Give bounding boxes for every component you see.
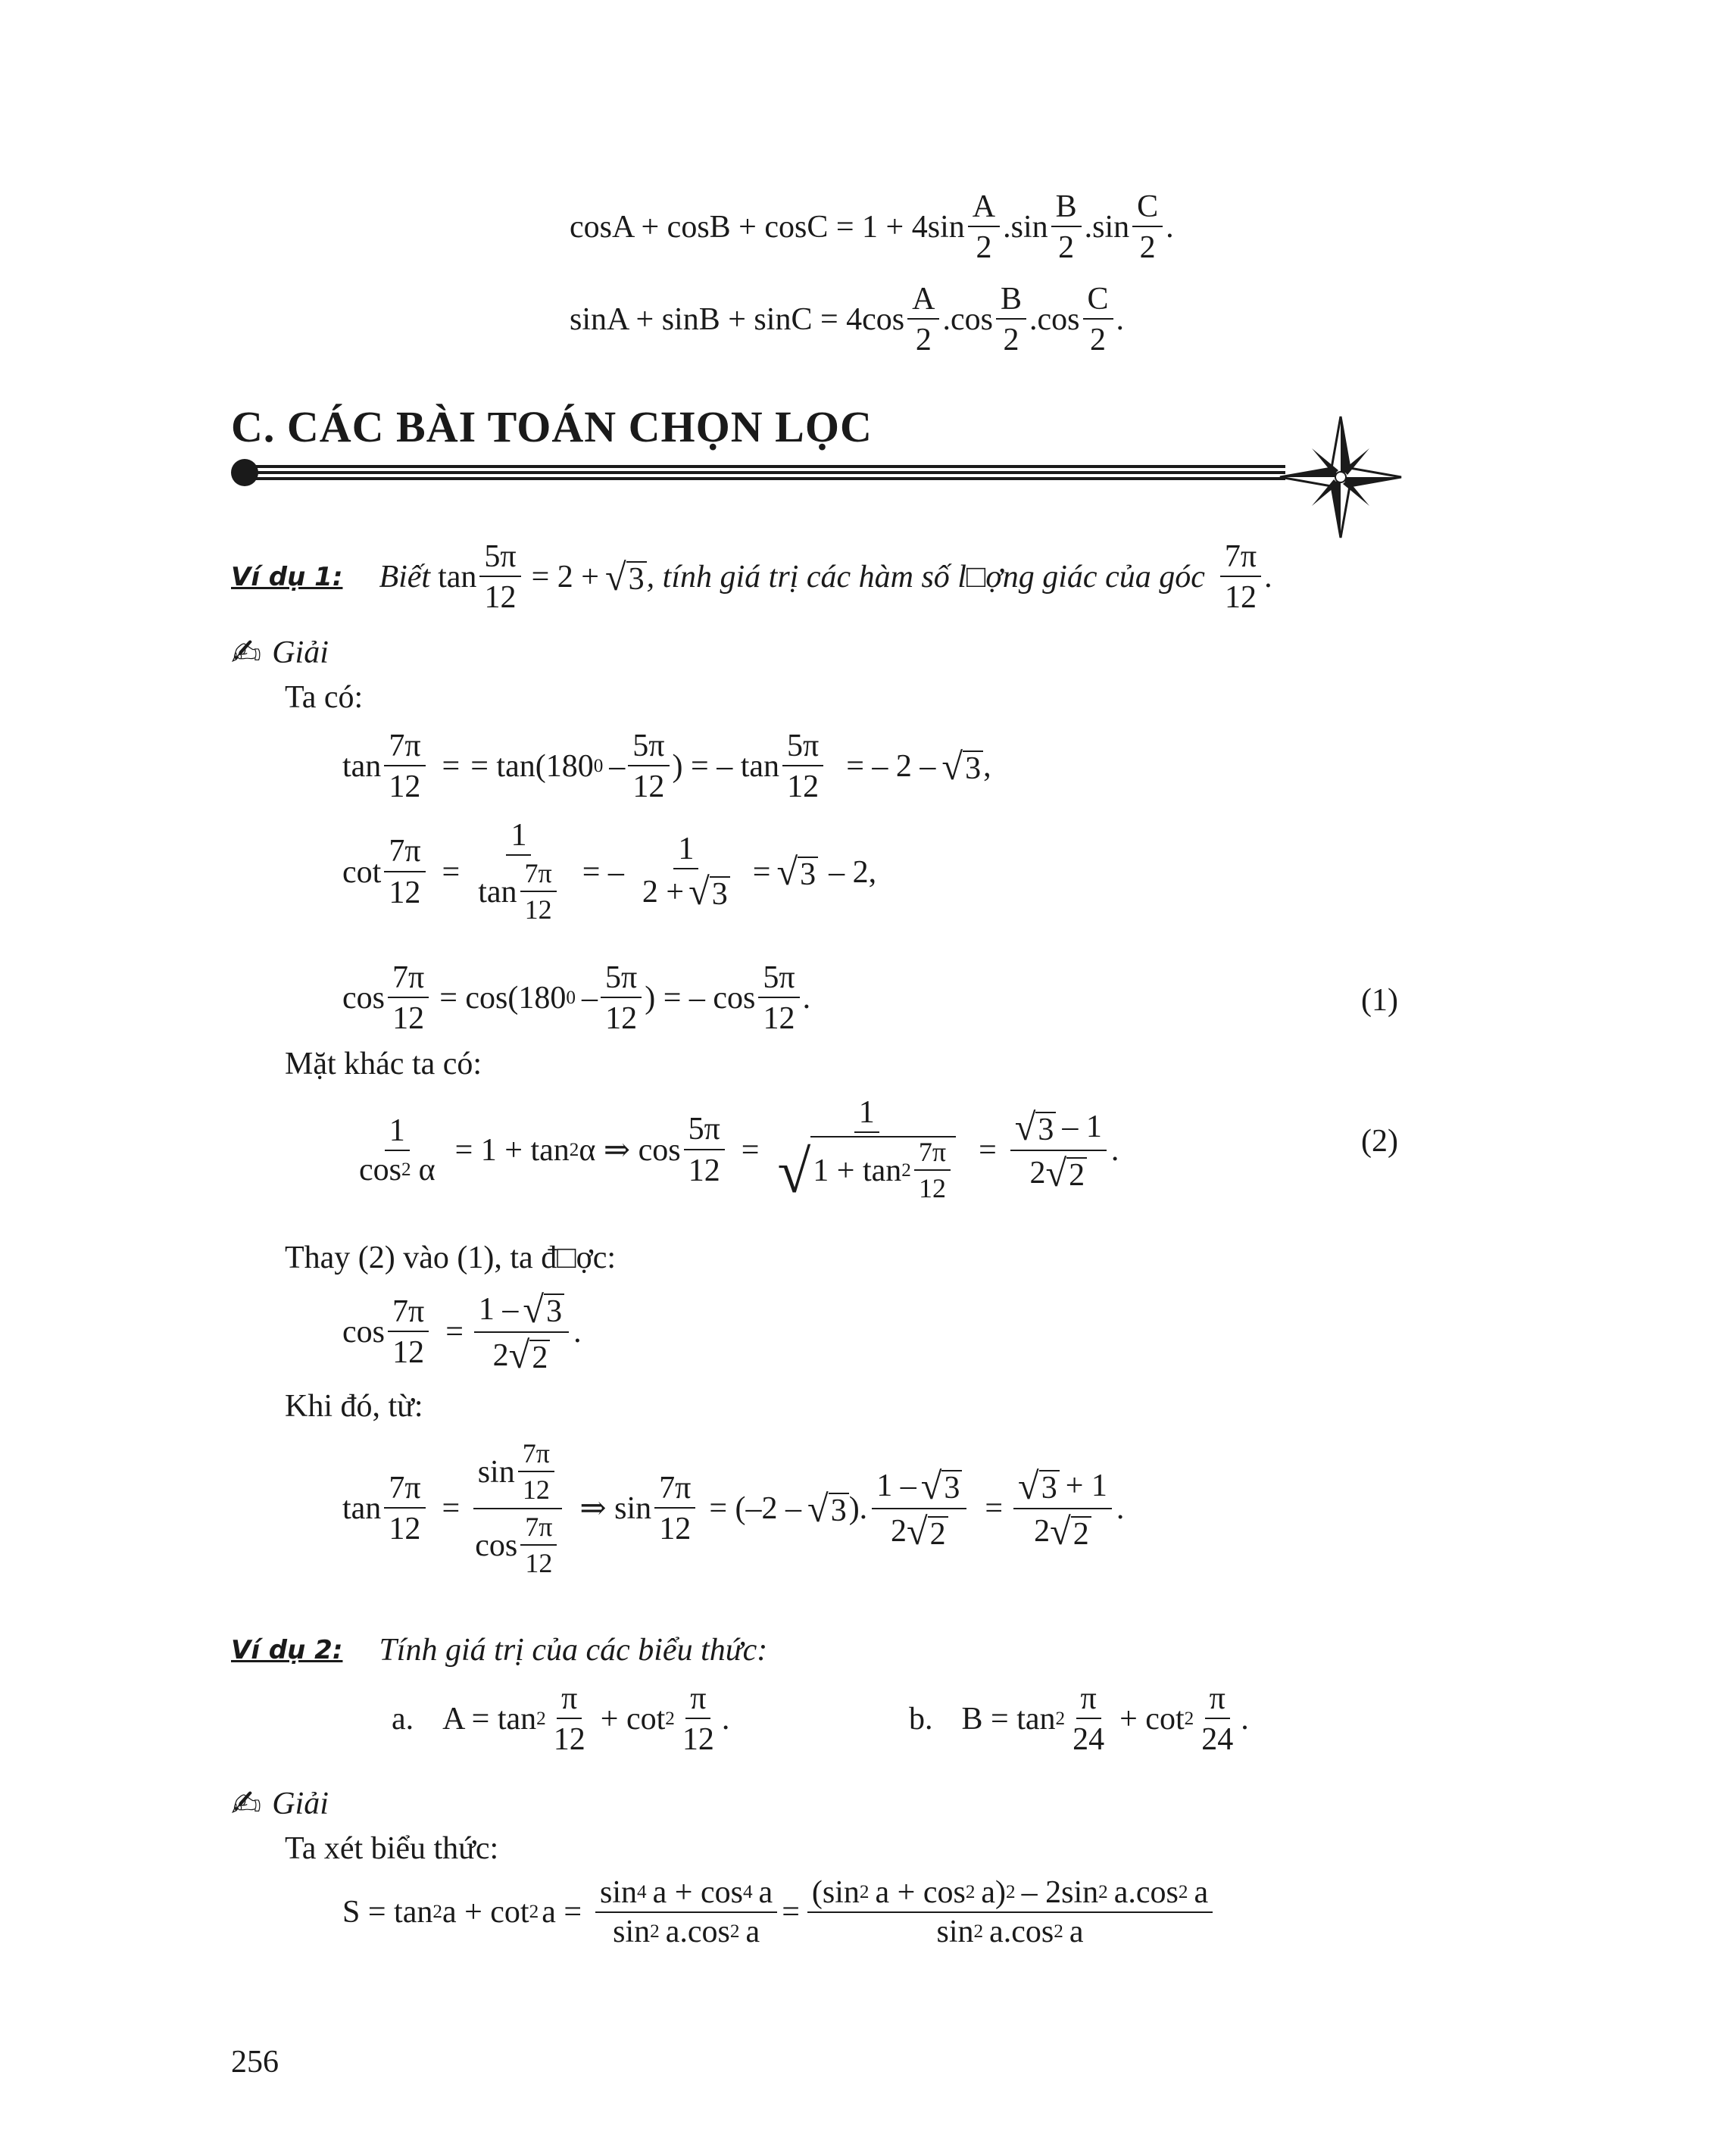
thay: Thay (2) vào (1), ta đ□ợc: (285, 1240, 617, 1275)
square-root: √ 3 (921, 1467, 963, 1505)
example-1: Ví dụ 1: Biết tan $\frac{5\pi}{12}$ = 2 + √ 3 , tính giá trị các hàm số l□ợng giác của góc 7π 12 . (231, 539, 1272, 616)
fraction: C 2 (1132, 189, 1163, 265)
equation-identity: 1 cos 2 α = 1 + tan 2 α ⇒ cos $\frac{5\pi}{12}$ = 1 √ 1 + tan 2 7π 12 = √ 3 – 1 2 √ 2 . (350, 1097, 1119, 1203)
fraction: 7π 12 (520, 859, 557, 925)
compass-star-icon (1276, 413, 1405, 541)
square-root: √ 3 (776, 853, 818, 891)
square-root: √ 3 (605, 558, 647, 596)
fraction: C 2 (1083, 282, 1113, 357)
fraction: B 2 (996, 282, 1026, 357)
equation-ref: (2) (1361, 1124, 1398, 1159)
example-label: Ví dụ 1: (231, 562, 343, 593)
equation-sin-result: tan $\frac{7\pi}{12}$ = sin 7π 12 cos 7π 12 ⇒ sin $\frac{7\pi}{12}$ = (–2 – √ 3 ). 1 – √ 3 2 √ 2 = √ 3 + 1 2 √ 2 . (342, 1438, 1125, 1578)
fraction: 1 cos 2 α (359, 1113, 436, 1187)
fraction: sin 4 a + cos 4 a sin 2 a.cos 2 a (595, 1877, 777, 1948)
fraction: A 2 (968, 189, 1000, 265)
fraction: B 2 (1051, 189, 1082, 265)
fraction: $\frac{7\pi}{12}$ (654, 1471, 695, 1546)
fraction: $\frac{7\pi}{12}$ (384, 1471, 425, 1546)
ta-xet: Ta xét biểu thức: (285, 1831, 499, 1866)
example-2: Ví dụ 2: Tính giá trị của các biểu thức: (231, 1633, 768, 1668)
example-2-part-b: b. B = tan 2 π 24 + cot 2 π 24 . (909, 1681, 1249, 1758)
solution-header: ✍ Giải (231, 632, 329, 674)
identity-cos-sum: cosA + cosB + cosC = 1 + 4sin A 2 .sin B 2 .sin C 2 . (570, 189, 1174, 266)
equation-tan: tan $\frac{7\pi}{12}$ = = tan(180 0 – 5π 12 ) = – tan $\frac{5\pi}{12}$ = – 2 – √ 3 , (342, 729, 991, 805)
fraction: 7π 12 (518, 1439, 554, 1505)
identity-sin-sum: sinA + sinB + sinC = 4cos A 2 .cos B 2 .cos C 2 . (570, 282, 1125, 358)
square-root: √ 2 (1046, 1154, 1088, 1192)
rule-line (248, 477, 1285, 480)
square-root: √ 3 (941, 747, 983, 785)
fraction: 1 √ 1 + tan 2 7π 12 (773, 1097, 960, 1203)
mat-khac: Mặt khác ta có: (285, 1047, 482, 1081)
square-root: √ 1 + tan 2 7π 12 (777, 1136, 956, 1203)
square-root: √ 2 (907, 1512, 948, 1550)
square-root: √ 3 (523, 1290, 564, 1328)
fraction: $\frac{7\pi}{12}$ (384, 729, 425, 804)
fraction: 7π 12 (520, 1512, 557, 1578)
solution-header: ✍ Giải (231, 1783, 329, 1825)
square-root: √ 3 (807, 1490, 849, 1528)
fraction: $\frac{7\pi}{12}$ (388, 1294, 429, 1370)
square-root: √ 2 (509, 1336, 551, 1374)
example-label: Ví dụ 2: (231, 1635, 343, 1665)
fraction: π 24 (1201, 1681, 1234, 1758)
writing-hand-icon: ✍ (231, 1783, 262, 1825)
square-root: √ 3 (1018, 1467, 1060, 1505)
equation-cot: cot $\frac{7\pi}{12}$ = 1 tan 7π 12 = – 1 2 + √ 3 = √ 3 – 2, (342, 818, 877, 925)
square-root: √ 3 (1015, 1108, 1057, 1146)
fraction: 1 – √ 3 2 √ 2 (872, 1467, 966, 1551)
fraction: 1 2 + √ 3 (638, 833, 735, 910)
fraction: 7π 12 (1220, 539, 1261, 615)
fraction: 5π 12 (758, 960, 799, 1036)
fraction: $\frac{7\pi}{12}$ (388, 960, 429, 1036)
ta-co: Ta có: (285, 680, 364, 715)
fraction: √ 3 – 1 2 √ 2 (1010, 1108, 1107, 1192)
square-root: √ 2 (1050, 1512, 1091, 1550)
khi-do: Khi đó, từ: (285, 1389, 423, 1424)
section-title: C. CÁC BÀI TOÁN CHỌN LỌC (231, 402, 873, 451)
fraction: 5π 12 (601, 960, 642, 1036)
fraction: √ 3 + 1 2 √ 2 (1013, 1467, 1112, 1551)
fraction: π 12 (682, 1681, 714, 1758)
fraction: 5π 12 (628, 729, 669, 804)
fraction: $\frac{5\pi}{12}$ (479, 539, 520, 615)
fraction: π 24 (1073, 1681, 1105, 1758)
writing-hand-icon: ✍ (231, 632, 262, 674)
fraction: $\frac{5\pi}{12}$ (684, 1112, 725, 1187)
fraction: 1 tan 7π 12 (473, 819, 564, 925)
fraction: $\frac{5\pi}{12}$ (782, 729, 823, 804)
equation-cos: cos $\frac{7\pi}{12}$ = cos(180 0 – 5π 12 ) = – cos 5π 12 . (342, 960, 811, 1037)
square-root: √ 3 (688, 872, 730, 910)
rule-line (248, 465, 1285, 468)
fraction: 7π 12 (914, 1137, 951, 1203)
fraction: A 2 (907, 282, 939, 357)
fraction: sin 7π 12 cos 7π 12 (470, 1439, 564, 1578)
equation-S: S = tan 2 a + cot 2 a = sin 4 a + cos 4 a sin 2 a.cos 2 a = (sin 2 a + cos 2 a) 2 – 2sin 2 a.cos 2 a sin 2 a.cos 2 a (342, 1877, 1217, 1948)
fraction: 1 – √ 3 2 √ 2 (474, 1290, 569, 1375)
example-2-part-a: a. A = tan 2 π 12 + cot 2 π 12 . (392, 1681, 730, 1758)
equation-ref: (1) (1361, 983, 1398, 1018)
fraction: $\frac{7\pi}{12}$ (384, 834, 425, 910)
page-number: 256 (231, 2045, 279, 2080)
rule-line (248, 471, 1285, 474)
fraction: π 12 (553, 1681, 585, 1758)
fraction: (sin 2 a + cos 2 a) 2 – 2sin 2 a.cos 2 a sin 2 a.cos 2 a (807, 1877, 1213, 1948)
equation-cos-result: cos $\frac{7\pi}{12}$ = 1 – √ 3 2 √ 2 . (342, 1288, 582, 1377)
